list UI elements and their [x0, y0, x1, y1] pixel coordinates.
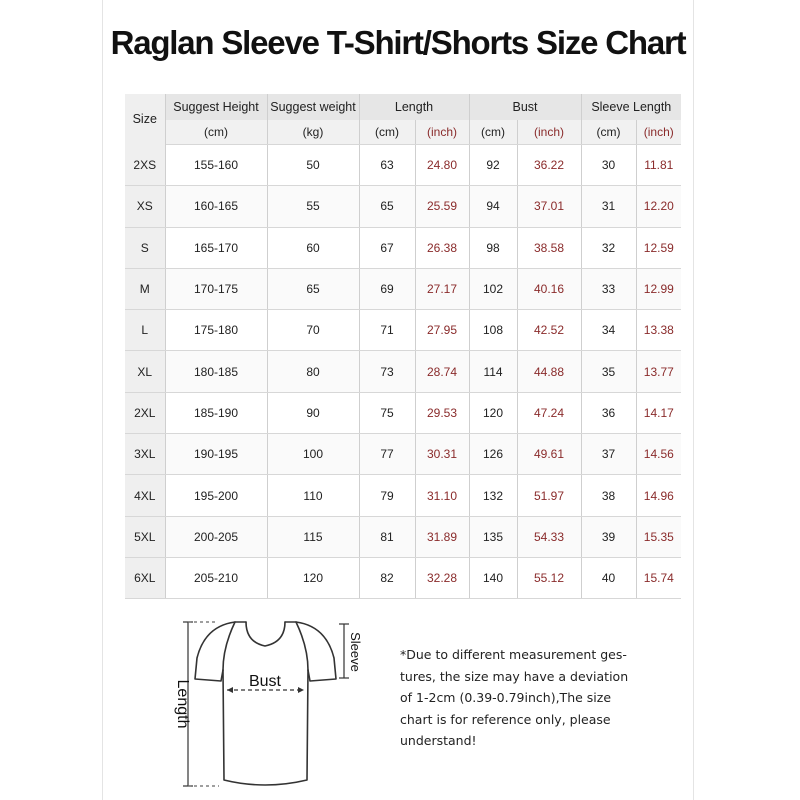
sleeve-cm-cell: 34	[581, 310, 636, 351]
length-cm-cell: 81	[359, 516, 415, 557]
sleeve-inch-cell: 12.99	[636, 268, 681, 309]
height-cell: 190-195	[165, 434, 267, 475]
table-row	[125, 557, 681, 598]
table-row	[125, 516, 681, 557]
weight-cell: 65	[267, 268, 359, 309]
table-row	[125, 392, 681, 433]
sleeve-inch-cell: 12.59	[636, 227, 681, 268]
length-cm-cell: 75	[359, 392, 415, 433]
bust-cm-cell: 94	[469, 186, 517, 227]
bust-inch-cell: 55.12	[517, 557, 581, 598]
table-row	[125, 145, 681, 186]
length-cm-cell: 82	[359, 557, 415, 598]
length-inch-unit: (inch)	[415, 120, 469, 145]
bust-inch-cell: 36.22	[517, 145, 581, 186]
length-cm-unit: (cm)	[359, 120, 415, 145]
weight-cell: 60	[267, 227, 359, 268]
bust-cm-cell: 140	[469, 557, 517, 598]
sleeve-inch-cell: 13.77	[636, 351, 681, 392]
bust-inch-cell: 47.24	[517, 392, 581, 433]
length-inch-cell: 26.38	[415, 227, 469, 268]
table-row	[125, 310, 681, 351]
height-cell: 160-165	[165, 186, 267, 227]
bust-inch-cell: 54.33	[517, 516, 581, 557]
sleeve-inch-cell: 13.38	[636, 310, 681, 351]
length-header: Length	[359, 94, 469, 120]
size-cell: M	[125, 268, 165, 309]
sleeve-inch-cell: 15.35	[636, 516, 681, 557]
weight-header: Suggest weight	[267, 94, 359, 120]
length-inch-cell: 27.17	[415, 268, 469, 309]
length-inch-cell: 28.74	[415, 351, 469, 392]
size-cell: XS	[125, 186, 165, 227]
weight-cell: 90	[267, 392, 359, 433]
sleeve-inch-cell: 14.56	[636, 434, 681, 475]
height-cell: 170-175	[165, 268, 267, 309]
height-unit: (cm)	[165, 120, 267, 145]
bust-cm-cell: 92	[469, 145, 517, 186]
height-cell: 200-205	[165, 516, 267, 557]
weight-cell: 50	[267, 145, 359, 186]
sleeve-cm-cell: 32	[581, 227, 636, 268]
size-table	[125, 94, 681, 599]
sleeve-cm-cell: 38	[581, 475, 636, 516]
length-cm-cell: 71	[359, 310, 415, 351]
measurement-note: *Due to different measurement ges- tures, the size may have a deviation of 1-2cm (0.39-0.79inch),The size chart is for reference only, please understand!	[400, 647, 629, 748]
table-row	[125, 268, 681, 309]
tshirt-outline-icon	[195, 622, 336, 785]
length-inch-cell: 29.53	[415, 392, 469, 433]
sleeve-cm-cell: 39	[581, 516, 636, 557]
sleeve-cm-cell: 35	[581, 351, 636, 392]
bust-cm-cell: 120	[469, 392, 517, 433]
page-title: Raglan Sleeve T-Shirt/Shorts Size Chart	[110, 24, 686, 61]
table-row	[125, 186, 681, 227]
size-chart-card	[103, 0, 693, 800]
weight-cell: 100	[267, 434, 359, 475]
bust-inch-cell: 49.61	[517, 434, 581, 475]
weight-cell: 55	[267, 186, 359, 227]
sleeve-cm-cell: 31	[581, 186, 636, 227]
table-row	[125, 434, 681, 475]
length-cm-cell: 65	[359, 186, 415, 227]
length-inch-cell: 30.31	[415, 434, 469, 475]
bust-cm-cell: 126	[469, 434, 517, 475]
sleeve-cm-unit: (cm)	[581, 120, 636, 145]
weight-cell: 70	[267, 310, 359, 351]
table-row	[125, 475, 681, 516]
length-cm-cell: 73	[359, 351, 415, 392]
bust-inch-cell: 38.58	[517, 227, 581, 268]
bust-header: Bust	[469, 94, 581, 120]
size-cell: 6XL	[125, 557, 165, 598]
sleeve-inch-cell: 14.96	[636, 475, 681, 516]
tshirt-measurement-diagram	[161, 602, 411, 796]
length-inch-cell: 32.28	[415, 557, 469, 598]
length-inch-cell: 24.80	[415, 145, 469, 186]
size-cell: 3XL	[125, 434, 165, 475]
weight-cell: 110	[267, 475, 359, 516]
length-inch-cell: 25.59	[415, 186, 469, 227]
length-cm-cell: 79	[359, 475, 415, 516]
size-cell: 4XL	[125, 475, 165, 516]
height-cell: 165-170	[165, 227, 267, 268]
length-label: Length	[174, 679, 191, 729]
length-cm-cell: 63	[359, 145, 415, 186]
height-cell: 175-180	[165, 310, 267, 351]
length-cm-cell: 77	[359, 434, 415, 475]
height-header: Suggest Height	[165, 94, 267, 120]
size-cell: XL	[125, 351, 165, 392]
bust-cm-cell: 102	[469, 268, 517, 309]
sleeve-inch-unit: (inch)	[636, 120, 681, 145]
bust-cm-cell: 132	[469, 475, 517, 516]
table-row	[125, 351, 681, 392]
bust-cm-cell: 114	[469, 351, 517, 392]
sleeve-cm-cell: 30	[581, 145, 636, 186]
sleeve-inch-cell: 12.20	[636, 186, 681, 227]
length-cm-cell: 67	[359, 227, 415, 268]
sleeve-inch-cell: 11.81	[636, 145, 681, 186]
size-cell: S	[125, 227, 165, 268]
bust-cm-cell: 135	[469, 516, 517, 557]
size-cell: 5XL	[125, 516, 165, 557]
sleeve-label: Sleeve	[348, 632, 363, 672]
bust-inch-unit: (inch)	[517, 120, 581, 145]
bust-inch-cell: 37.01	[517, 186, 581, 227]
height-cell: 155-160	[165, 145, 267, 186]
height-cell: 185-190	[165, 392, 267, 433]
sleeve-cm-cell: 33	[581, 268, 636, 309]
bust-cm-unit: (cm)	[469, 120, 517, 145]
size-cell: 2XS	[125, 145, 165, 186]
length-inch-cell: 27.95	[415, 310, 469, 351]
bust-label: Bust	[248, 673, 282, 690]
weight-cell: 115	[267, 516, 359, 557]
bust-inch-cell: 40.16	[517, 268, 581, 309]
size-cell: 2XL	[125, 392, 165, 433]
length-inch-cell: 31.89	[415, 516, 469, 557]
sleeve-measure-line	[339, 624, 349, 678]
height-cell: 180-185	[165, 351, 267, 392]
height-cell: 195-200	[165, 475, 267, 516]
sleeve-inch-cell: 14.17	[636, 392, 681, 433]
size-cell: L	[125, 310, 165, 351]
bust-inch-cell: 42.52	[517, 310, 581, 351]
length-inch-cell: 31.10	[415, 475, 469, 516]
sleeve-cm-cell: 36	[581, 392, 636, 433]
length-cm-cell: 69	[359, 268, 415, 309]
sleeve-cm-cell: 37	[581, 434, 636, 475]
height-cell: 205-210	[165, 557, 267, 598]
table-row	[125, 227, 681, 268]
bust-inch-cell: 51.97	[517, 475, 581, 516]
sleeve-cm-cell: 40	[581, 557, 636, 598]
bust-cm-cell: 108	[469, 310, 517, 351]
bust-inch-cell: 44.88	[517, 351, 581, 392]
sleeve-header: Sleeve Length	[581, 94, 681, 120]
sleeve-inch-cell: 15.74	[636, 557, 681, 598]
weight-unit: (kg)	[267, 120, 359, 145]
size-header: Size	[125, 94, 165, 145]
bust-cm-cell: 98	[469, 227, 517, 268]
weight-cell: 120	[267, 557, 359, 598]
weight-cell: 80	[267, 351, 359, 392]
